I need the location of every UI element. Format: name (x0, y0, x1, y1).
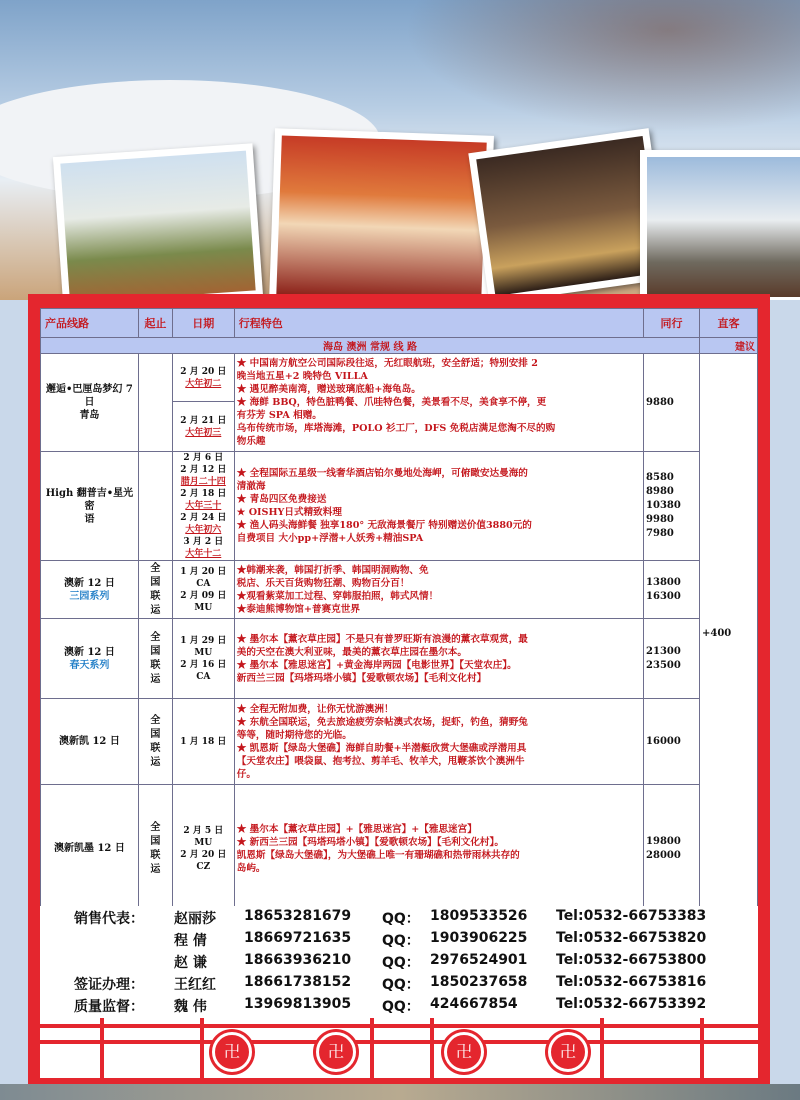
route-cell: 澳新 12 日 春天系列 (41, 619, 139, 699)
peer-price-cell: 9880 (644, 354, 700, 452)
date-cell: 2 月 21 日 大年初三 (172, 402, 234, 452)
features-cell: ★韩潮来袭，韩国打折季、韩国明洞购物、免 税店、乐天百货购物狂潮、购物百分百！ ★观看紫菜加工过程、穿韩服拍照，韩式风情！ ★泰迪熊博物馆+普赛克世界 (234, 561, 643, 619)
contact-phone: 18669721635 (244, 930, 352, 946)
contact-phone: 18653281679 (244, 908, 352, 924)
route-cell: 邂逅•巴厘岛梦幻 7 日 青岛 (41, 354, 139, 452)
contact-qq-label: QQ： (382, 999, 420, 1015)
features-cell: ★ 中国南方航空公司国际段往返，无红眼航班，安全舒适；特别安排 2 晚当地五星+2 晚特色 VILLA ★ 遇见醉美南湾，赠送玻璃底船+海龟岛。 ★ 海鲜 BBQ，特色脏鸭餐、爪哇特色餐，美景看不尽，美食享不停，更 有芬芳 SPA 相赠。 乌布传统市场，库塔海滩，POLO 衫工厂，DFS 免税店满足您淘不尽的购 物乐趣 (234, 354, 643, 452)
itinerary-table (40, 308, 758, 913)
contact-tel: Tel:0532-66753816 (556, 974, 707, 990)
date-cell: 1 月 18 日 (172, 699, 234, 785)
contact-qq: 1809533526 (430, 908, 528, 924)
date-cell: 1 月 29 日 MU 2 月 16 日 CA (172, 619, 234, 699)
features-cell: ★ 墨尔本【薰衣草庄园】+【雅思迷宫】+【雅思迷宫】 ★ 新西兰三园【玛塔玛塔小镇】【爱歌顿农场】【毛利文化村】。 凯恩斯【绿岛大堡礁】，为大堡礁上唯一有珊瑚礁和热带雨林共存的 岛屿。 (234, 785, 643, 913)
contact-qq: 1903906225 (430, 930, 528, 946)
date-cell: 2 月 6 日 2 月 12 日 腊月二十四 2 月 18 日 大年三十 2 月 24 日 大年初六 3 月 2 日 大年十二 (172, 452, 234, 561)
route-cell: 澳新凯 12 日 (41, 699, 139, 785)
header-features: 行程特色 (234, 309, 643, 338)
section-row (41, 338, 758, 354)
contact-role: 销售代表： (74, 911, 144, 927)
contact-qq-label: QQ： (382, 933, 420, 949)
contact-name: 王红红 (174, 977, 216, 993)
contact-phone: 18663936210 (244, 952, 352, 968)
decorative-lattice (40, 1018, 758, 1078)
header-start: 起止 (138, 309, 172, 338)
peer-price-cell: 16000 (644, 699, 700, 785)
route-cell: 澳新凯墨 12 日 (41, 785, 139, 913)
start-cell: 全 国 联 运 (138, 699, 172, 785)
contact-qq: 424667854 (430, 996, 518, 1012)
features-cell: ★ 全程国际五星级一线奢华酒店铂尔曼地处海岬，可俯瞰安达曼海的 清澈海 ★ 青岛四区免费接送 ★ OISHY日式精致料理 ★ 渔人码头海鲜餐 独享180° 无敌海景餐厅 特别赠送价值3880元的 自费项目 大小pp+浮潜+人妖秀+精油SPA (234, 452, 643, 561)
contact-tel: Tel:0532-66753820 (556, 930, 707, 946)
peer-price-cell: 21300 23500 (644, 619, 700, 699)
contact-tel: Tel:0532-66753800 (556, 952, 707, 968)
section-note: 建议 (700, 338, 758, 354)
winter-tree (360, 0, 800, 150)
peer-price-cell: 19800 28000 (644, 785, 700, 913)
contact-qq: 2976524901 (430, 952, 528, 968)
route-cell: High 翻普吉•星光密 语 (41, 452, 139, 561)
start-cell: 全 国 联 运 (138, 785, 172, 913)
contact-role: 质量监督： (74, 999, 144, 1015)
features-cell: ★ 全程无附加费，让你无忧游澳洲！ ★ 东航全国联运，免去旅途疲劳奈帖澳式农场，捉虾，钓鱼，猜野兔 等等，随时期待您的光临。 ★ 凯恩斯【绿岛大堡礁】海鲜自助餐+半潜艇欣赏大堡礁或浮潜用具 【天堂农庄】喂袋鼠、抱考拉、剪羊毛、牧羊犬，甩鞭茶饮个澳洲牛 仔。 (234, 699, 643, 785)
table-row (41, 452, 758, 561)
table-row (41, 699, 758, 785)
contact-role: 签证办理： (74, 977, 144, 993)
peer-price-cell: 13800 16300 (644, 561, 700, 619)
start-cell (138, 354, 172, 452)
ornament-coin-icon: 卍 (212, 1032, 252, 1072)
photo-temple-snow (53, 143, 263, 300)
photo-palace-guards (640, 150, 800, 300)
contact-qq: 1850237658 (430, 974, 528, 990)
start-cell: 全 国 联 运 (138, 561, 172, 619)
contact-qq-label: QQ： (382, 977, 420, 993)
header-date: 日期 (172, 309, 234, 338)
start-cell (138, 452, 172, 561)
table-header-row (41, 309, 758, 338)
contact-tel: Tel:0532-66753392 (556, 996, 707, 1012)
contact-name: 程 倩 (174, 933, 207, 949)
table-row (41, 785, 758, 913)
features-cell: ★ 墨尔本【薰衣草庄园】不是只有普罗旺斯有浪漫的薰衣草观赏，最 美的天空在澳大利亚味，最美的薰衣草庄园在墨尔本。 ★ 墨尔本【雅思迷宫】+黄金海岸两园【电影世界】【天堂农庄】。 新西兰三园【玛塔玛塔小镇】【爱歌顿农场】【毛利文化村】 (234, 619, 643, 699)
header-vip: 直客 (700, 309, 758, 338)
route-cell: 澳新 12 日 三园系列 (41, 561, 139, 619)
photo-hanbok-woman (269, 128, 494, 300)
table-row (41, 354, 758, 402)
footer-photo-strip (0, 1084, 800, 1100)
ornament-coin-icon: 卍 (316, 1032, 356, 1072)
header-route: 产品线路 (41, 309, 139, 338)
contact-name: 魏 伟 (174, 999, 207, 1015)
table-row (41, 561, 758, 619)
contact-tel: Tel:0532-66753383 (556, 908, 707, 924)
contact-name: 赵丽莎 (174, 911, 216, 927)
contact-qq-label: QQ： (382, 911, 420, 927)
vip-price-cell: +400 (700, 354, 758, 913)
date-cell: 2 月 5 日 MU 2 月 20 日 CZ (172, 785, 234, 913)
date-cell: 1 月 20 日 CA 2 月 09 日 MU (172, 561, 234, 619)
header-banner (0, 0, 800, 300)
contact-name: 赵 谦 (174, 955, 207, 971)
contact-qq-label: QQ： (382, 955, 420, 971)
contact-phone: 18661738152 (244, 974, 352, 990)
date-cell: 2 月 20 日 大年初二 (172, 354, 234, 402)
ornament-coin-icon: 卍 (444, 1032, 484, 1072)
start-cell: 全 国 联 运 (138, 619, 172, 699)
header-peer: 同行 (644, 309, 700, 338)
ornament-coin-icon: 卍 (548, 1032, 588, 1072)
contacts-panel (40, 906, 758, 1018)
peer-price-cell: 8580 8980 10380 9980 7980 (644, 452, 700, 561)
section-title: 海岛 澳洲 常规 线 路 (41, 338, 700, 354)
contact-phone: 13969813905 (244, 996, 352, 1012)
table-row (41, 619, 758, 699)
